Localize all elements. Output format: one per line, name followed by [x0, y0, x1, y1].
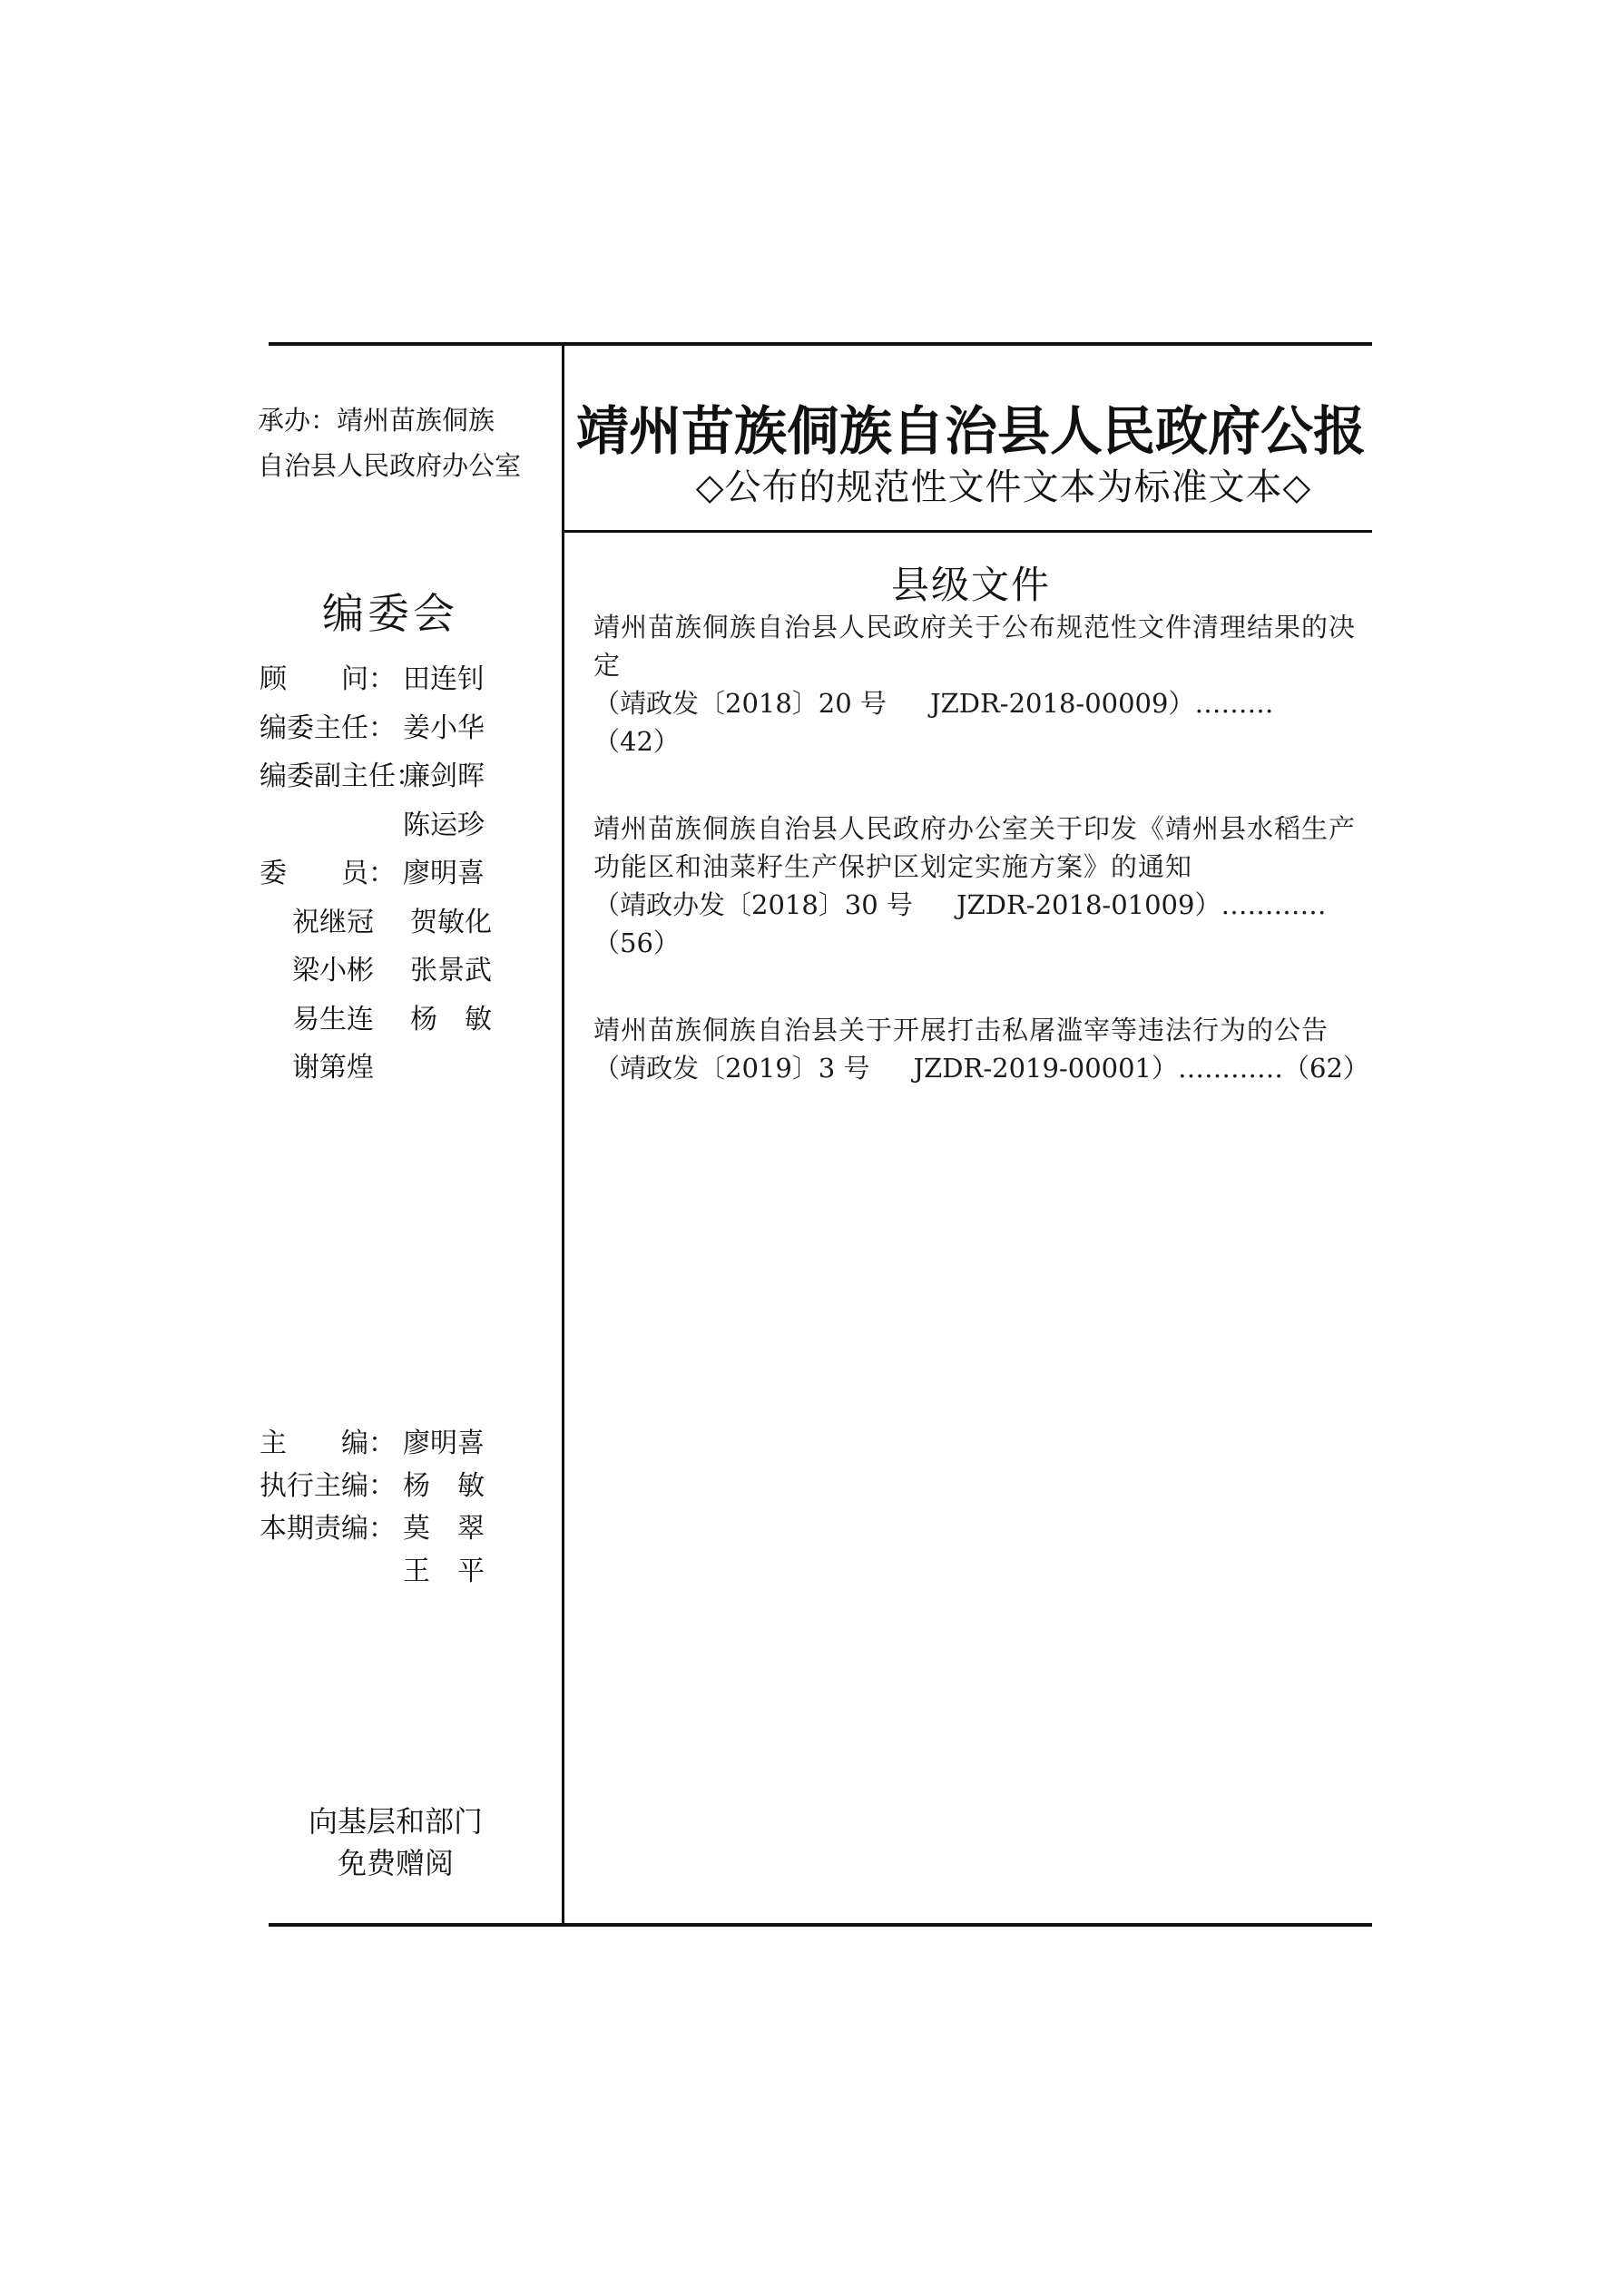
- board-adviser: 顾 问： 田连钊: [260, 663, 485, 695]
- column-divider: [562, 344, 564, 1925]
- toc-item-meta: （靖政发〔2018〕20 号 JZDR-2018-00009）………: [593, 688, 1274, 719]
- member-row: 谢第煌: [292, 1052, 374, 1084]
- toc-item-page: （56）: [593, 927, 680, 958]
- bottom-rule: [269, 1923, 1372, 1927]
- toc-item-title: 靖州苗族侗族自治县人民政府办公室关于印发《靖州县水稻生产功能区和油菜籽生产保护区划定实施方案》的通知: [593, 813, 1357, 882]
- editor-in-chief: 主 编： 廖明喜: [260, 1428, 485, 1459]
- toc-item[interactable]: [593, 1011, 1370, 1087]
- gazette-subtitle: ◇公布的规范性文件文本为标准文本◇: [695, 466, 1312, 508]
- issue-editor-2: 王 平: [403, 1555, 485, 1587]
- member-row: 梁小彬 张景武: [292, 955, 492, 986]
- toc-item-page: （42）: [593, 726, 680, 757]
- table-of-contents: [593, 608, 1370, 1136]
- board-deputy: 编委副主任：廉剑晖: [260, 760, 485, 792]
- host-organization: [258, 397, 557, 488]
- board-chief: 编委主任： 姜小华: [260, 711, 485, 744]
- member-row: 易生连 杨 敏: [292, 1003, 492, 1035]
- host-line-1: 承办：靖州苗族侗族: [258, 405, 495, 436]
- toc-item-meta: （靖政办发〔2018〕30 号 JZDR-2018-01009）…………: [593, 889, 1327, 920]
- executive-editor: 执行主编： 杨 敏: [260, 1470, 485, 1502]
- toc-item[interactable]: [593, 809, 1370, 962]
- toc-item-meta: （靖政发〔2019〕3 号 JZDR-2019-00001）…………（62）: [593, 1053, 1369, 1084]
- editorial-board-title: 编委会: [322, 589, 458, 638]
- toc-item-title: 靖州苗族侗族自治县人民政府关于公布规范性文件清理结果的决定: [593, 612, 1357, 681]
- toc-item[interactable]: [593, 608, 1370, 760]
- board-members: [260, 898, 559, 1093]
- editorial-board: [260, 655, 559, 1093]
- issue-editor: 本期责编： 莫 翠: [260, 1513, 485, 1545]
- section-title: 县级文件: [890, 563, 1051, 607]
- board-members-head: 委 员： 廖明喜: [260, 858, 485, 889]
- top-rule: [269, 342, 1372, 346]
- free-distribution-note: 向基层和部门 免费赠阅: [308, 1804, 483, 1880]
- header-rule: [564, 530, 1372, 533]
- member-row: 祝继冠 贺敏化: [292, 906, 492, 938]
- editors: [260, 1422, 485, 1593]
- toc-item-title: 靖州苗族侗族自治县关于开展打击私屠滥宰等违法行为的公告: [593, 1015, 1329, 1045]
- host-line-2: 自治县人民政府办公室: [258, 450, 522, 481]
- gazette-title: 靖州苗族侗族自治县人民政府公报: [575, 400, 1366, 462]
- board-deputy-2: 陈运珍: [403, 809, 485, 841]
